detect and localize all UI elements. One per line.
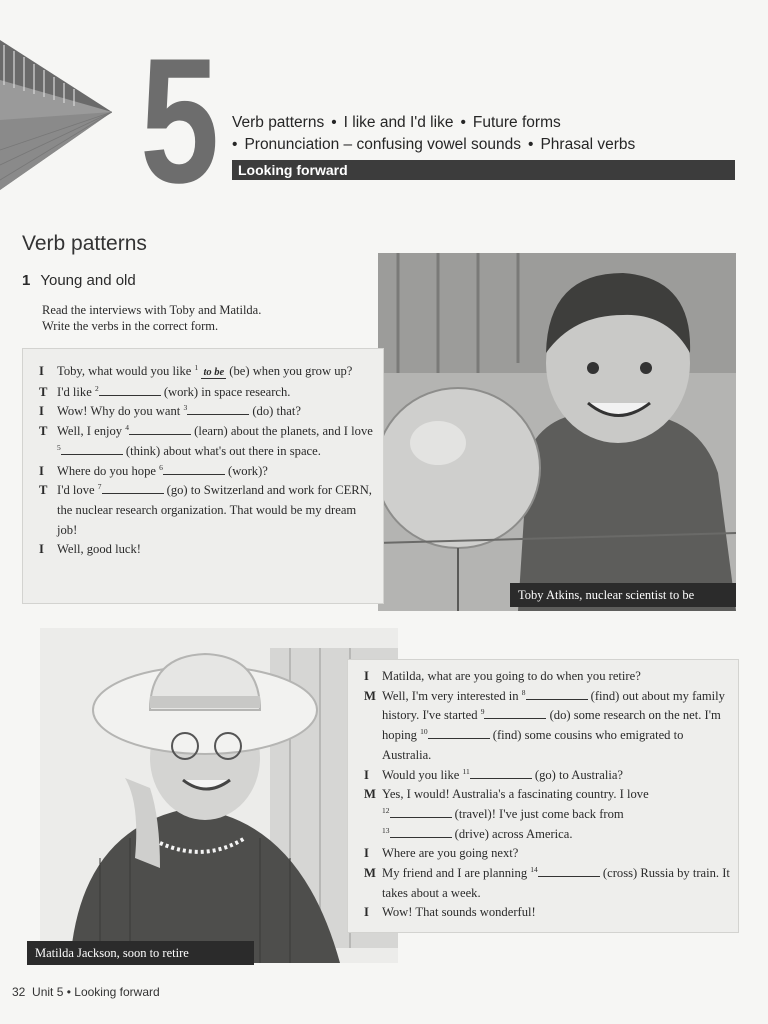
gap-number: 6	[159, 462, 163, 472]
example-answer: to be	[203, 367, 225, 378]
bullet: •	[331, 114, 337, 131]
topic-future-forms: Future forms	[472, 114, 561, 131]
answer-gap[interactable]	[526, 687, 588, 700]
gap-number: 2	[94, 383, 99, 393]
line-text: Would you like	[382, 767, 463, 782]
line-text: Matilda, what are you going to do when you retire?	[382, 669, 641, 683]
answer-gap[interactable]	[61, 442, 123, 455]
line-text: Where are you going next?	[382, 846, 519, 861]
unit-title-bar: Looking forward	[232, 160, 735, 180]
unit-number: 5	[140, 21, 216, 220]
exercise-number: 1	[22, 272, 31, 289]
line-text: (learn) about the planets, and I love	[190, 424, 373, 439]
line-text: (travel)! I've just come back from	[451, 806, 624, 821]
speaker-label: I	[39, 542, 44, 557]
bullet: •	[232, 136, 238, 153]
page-number: 32	[12, 985, 26, 999]
gap-number: 10	[420, 726, 428, 736]
gap-number: 12	[382, 805, 390, 815]
page-footer	[12, 985, 160, 999]
answer-gap[interactable]	[390, 805, 452, 818]
exercise-title: Young and old	[40, 272, 136, 289]
gap-number: 13	[382, 825, 390, 835]
answer-gap[interactable]	[99, 383, 161, 396]
topics-line-1	[232, 112, 635, 134]
topics-line-2	[232, 134, 635, 156]
bullet: •	[66, 985, 71, 999]
answer-gap[interactable]	[428, 726, 490, 739]
line-text: (be) when you grow up?	[226, 364, 353, 378]
gap-number: 3	[183, 403, 188, 413]
topic-pronunciation: Pronunciation – confusing vowel sounds	[244, 136, 522, 153]
gap-number: 4	[125, 422, 129, 432]
speaker-label: M	[364, 688, 376, 703]
line-text: Wow! Why do you want	[57, 404, 184, 419]
line-text: (cross) Russia by train. It takes about a week.	[382, 866, 730, 900]
answer-gap[interactable]	[484, 706, 546, 719]
gap-number: 9	[480, 707, 485, 717]
answer-gap[interactable]	[390, 825, 452, 838]
bullet: •	[528, 136, 534, 153]
speaker-label: T	[39, 384, 48, 399]
line-text: (go) to Switzerland and work for CERN, the nuclear research organization. That would be my dream job!	[57, 483, 372, 537]
exercise-instructions	[42, 302, 352, 334]
topic-verb-patterns: Verb patterns	[232, 114, 325, 131]
dialogue-matilda	[347, 659, 739, 933]
answer-gap[interactable]	[187, 402, 249, 415]
topic-phrasal-verbs: Phrasal verbs	[540, 136, 636, 153]
line-text: (drive) across America.	[451, 826, 573, 841]
speaker-label: I	[364, 905, 369, 920]
answer-gap[interactable]	[163, 462, 225, 475]
line-text: (work)?	[224, 463, 268, 478]
dialogue-line	[364, 687, 730, 766]
line-text: Yes, I would! Australia's a fascinating country. I love	[382, 787, 649, 802]
footer-unit-label: Unit 5	[32, 985, 64, 999]
dialogue-line	[39, 383, 373, 403]
dialogue-line	[39, 462, 373, 482]
dialogue-line	[39, 402, 373, 422]
photo-matilda	[40, 628, 398, 963]
instructions-line: Write the verbs in the correct form.	[42, 319, 219, 333]
footer-unit-title: Looking forward	[74, 985, 160, 999]
topic-like: I like and I'd like	[343, 114, 454, 131]
dialogue-line	[39, 481, 373, 540]
line-text: (think) about what's out there in space.	[122, 443, 321, 458]
photo-caption-toby: Toby Atkins, nuclear scientist to be	[510, 583, 736, 607]
line-text: Where do you hope	[57, 463, 160, 478]
line-text: (do) that?	[249, 404, 301, 419]
speaker-label: M	[364, 787, 376, 802]
dialogue-line	[39, 362, 373, 383]
section-title: Verb patterns	[22, 232, 147, 255]
line-text: (find) some cousins who emigrated to Australia.	[382, 728, 684, 762]
unit-topics	[232, 112, 635, 156]
dialogue-line	[364, 903, 730, 923]
photo-caption-matilda: Matilda Jackson, soon to retire	[27, 941, 254, 965]
dialogue-line	[364, 785, 730, 844]
dialogue-toby	[22, 348, 384, 604]
speaker-label: T	[39, 424, 48, 439]
line-text: I'd love	[57, 483, 98, 498]
answer-gap[interactable]	[102, 481, 164, 494]
answer-gap[interactable]	[538, 864, 600, 877]
gap-number: 8	[521, 687, 526, 697]
speaker-label: T	[39, 483, 48, 498]
dialogue-line	[364, 844, 730, 864]
instructions-line: Read the interviews with Toby and Matilda.	[42, 303, 262, 317]
line-text: (work) in space research.	[160, 384, 291, 399]
answer-gap[interactable]	[470, 766, 532, 779]
gap-number: 14	[530, 864, 538, 874]
photo-toby	[378, 253, 736, 611]
gap-number: 1	[194, 362, 199, 372]
speaker-label: I	[39, 364, 44, 378]
answer-gap[interactable]	[129, 422, 191, 435]
line-text: I'd like	[57, 384, 95, 399]
line-text: (do) some research on the net. I'm hoping	[382, 708, 721, 743]
dialogue-line	[364, 864, 730, 903]
speaker-label: I	[39, 404, 44, 419]
bridge-decoration-image	[0, 40, 112, 190]
gap-number: 7	[97, 482, 102, 492]
line-text: (find) out about my family history. I've started	[382, 688, 725, 723]
line-text: My friend and I are planning	[382, 866, 531, 881]
speaker-label: M	[364, 866, 376, 881]
dialogue-line	[364, 766, 730, 786]
line-text: Well, good luck!	[57, 542, 141, 557]
line-text: Toby, what would you like	[57, 364, 195, 378]
line-text: Well, I enjoy	[57, 424, 126, 439]
gap-number: 5	[57, 442, 61, 452]
dialogue-line	[364, 667, 730, 687]
line-text: Well, I'm very interested in	[382, 688, 522, 703]
dialogue-line	[39, 540, 373, 560]
exercise-heading	[22, 272, 136, 289]
speaker-label: I	[364, 767, 369, 782]
speaker-label: I	[39, 463, 44, 478]
speaker-label: I	[364, 846, 369, 861]
line-text: (go) to Australia?	[531, 767, 624, 782]
gap-number: 11	[462, 766, 470, 776]
dialogue-line	[39, 422, 373, 461]
speaker-label: I	[364, 669, 369, 683]
bullet: •	[460, 114, 466, 131]
line-text: Wow! That sounds wonderful!	[382, 905, 536, 920]
